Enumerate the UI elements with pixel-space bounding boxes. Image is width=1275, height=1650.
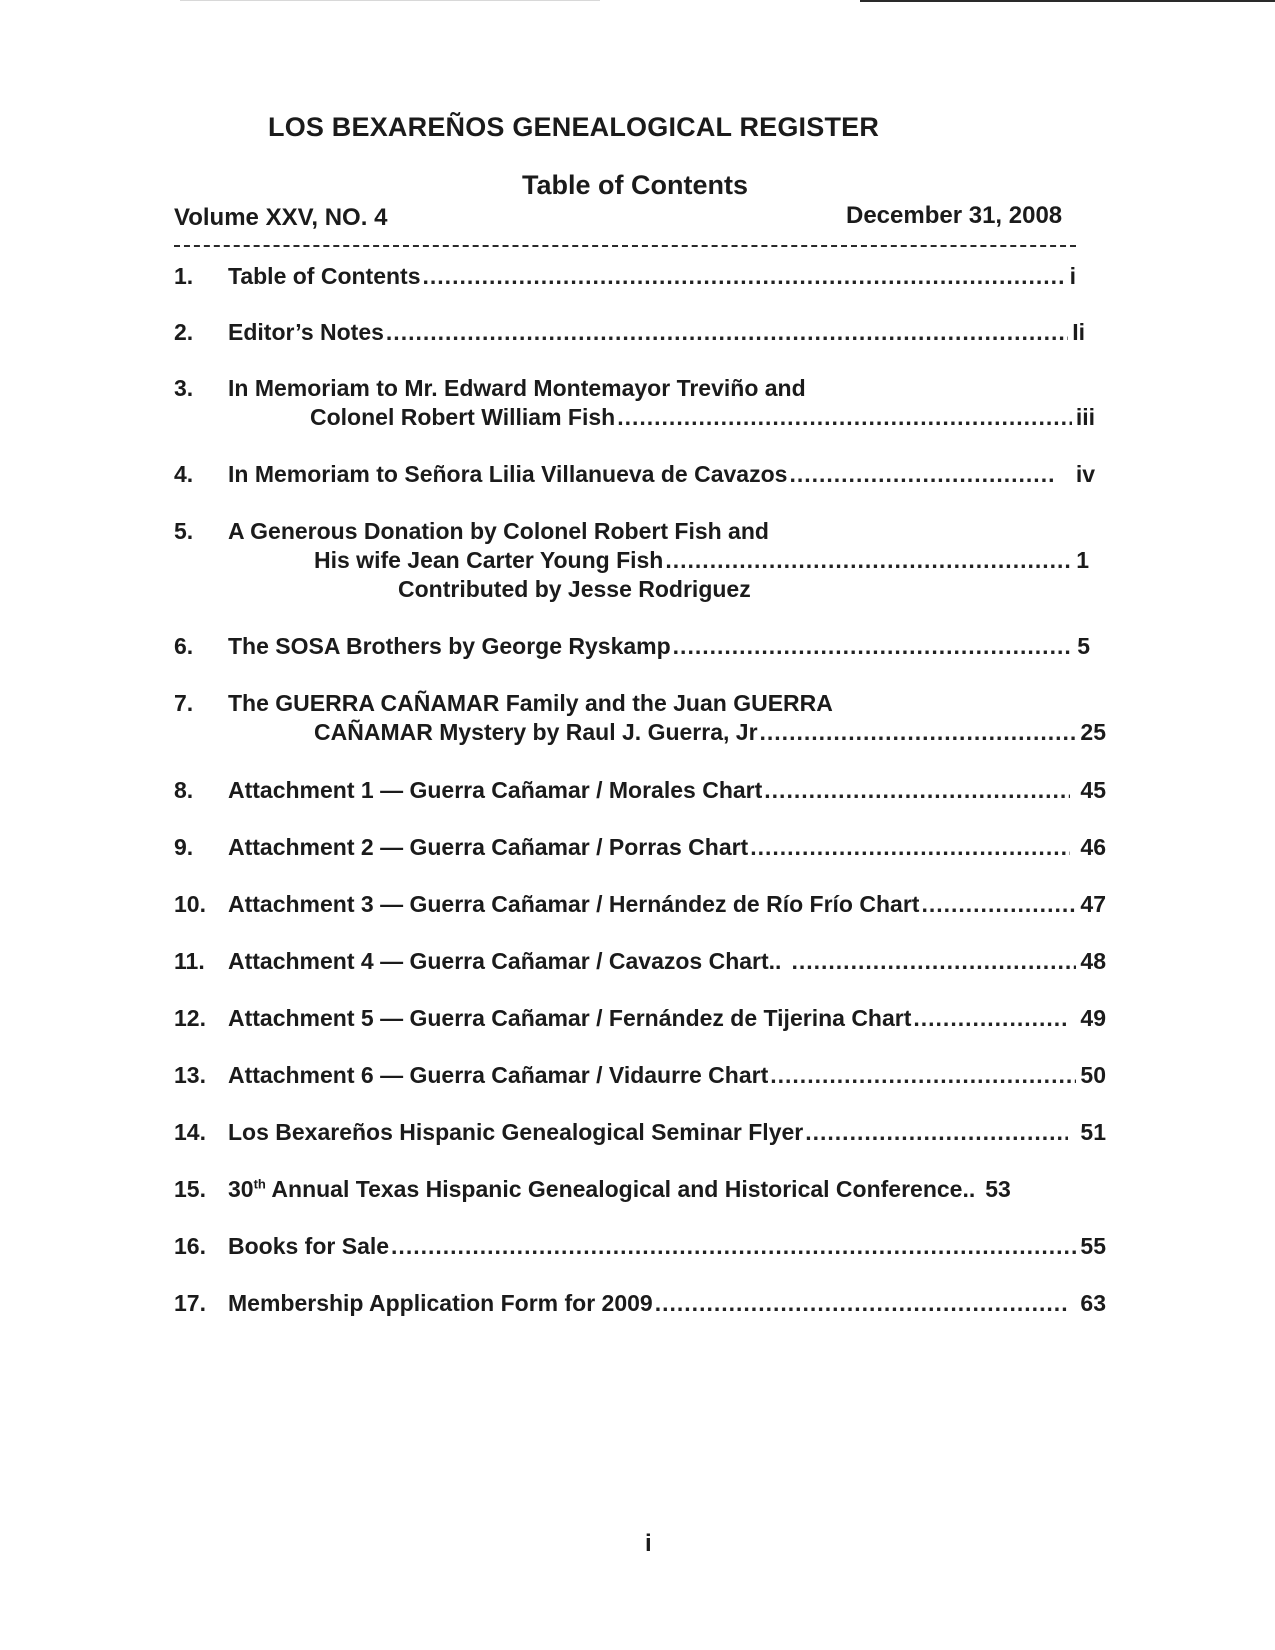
entry-title: Attachment 4 — Guerra Cañamar / Cavazos Chart.. bbox=[228, 948, 782, 974]
dot-leader bbox=[770, 1061, 1076, 1089]
ordinal-suffix: th bbox=[253, 1176, 266, 1192]
dot-leader bbox=[913, 1004, 1070, 1032]
dot-leader bbox=[750, 833, 1070, 861]
entry-page: 46 bbox=[1080, 834, 1106, 860]
entry-number: 8. bbox=[174, 777, 194, 803]
dot-leader bbox=[760, 718, 1077, 746]
entry-page: Ii bbox=[1072, 319, 1085, 345]
document-title: LOS BEXAREÑOS GENEALOGICAL REGISTER bbox=[268, 112, 880, 142]
entry-title-line1: The GUERRA CAÑAMAR Family and the Juan GUERRA bbox=[228, 690, 833, 716]
entry-line bbox=[228, 776, 1106, 804]
entry-line bbox=[228, 1175, 1106, 1203]
entry-title: In Memoriam to Señora Lilia Villanueva de Cavazos bbox=[228, 461, 788, 487]
entry-number: 2. bbox=[174, 319, 194, 345]
ordinal-number: 30 bbox=[228, 1176, 254, 1202]
entry-title-rest: Annual Texas Hispanic Genealogical and Historical Conference.. bbox=[265, 1176, 976, 1202]
entry-title: Editor’s Notes bbox=[228, 319, 384, 345]
entry-page: 55 bbox=[1080, 1233, 1106, 1259]
entry-contributor: Contributed by Jesse Rodriguez bbox=[398, 576, 751, 602]
entry-page: 48 bbox=[1080, 948, 1106, 974]
entry-number: 16. bbox=[174, 1233, 206, 1259]
entry-title: The SOSA Brothers by George Ryskamp bbox=[228, 633, 671, 659]
entry-line bbox=[228, 632, 1090, 660]
entry-number: 5. bbox=[174, 518, 194, 544]
page-number: i bbox=[645, 1530, 652, 1557]
dot-leader bbox=[673, 632, 1074, 660]
entry-page: 1 bbox=[1076, 547, 1089, 573]
section-heading: Table of Contents bbox=[522, 170, 748, 200]
entry-title: Table of Contents bbox=[228, 263, 421, 289]
entry-page: 51 bbox=[1080, 1119, 1106, 1145]
entry-page: i bbox=[1069, 263, 1076, 289]
dot-leader bbox=[391, 1232, 1080, 1260]
entry-page: 63 bbox=[1080, 1290, 1106, 1316]
entry-title: Membership Application Form for 2009 bbox=[228, 1290, 653, 1316]
entry-title: Attachment 5 — Guerra Cañamar / Fernández de Tijerina Chart bbox=[228, 1005, 912, 1031]
entry-line bbox=[228, 460, 1095, 488]
entry-title: Attachment 3 — Guerra Cañamar / Hernández de Río Frío Chart bbox=[228, 891, 920, 917]
dot-leader bbox=[789, 460, 1055, 488]
dot-leader bbox=[386, 318, 1068, 346]
entry-line bbox=[310, 403, 1095, 431]
entry-number: 15. bbox=[174, 1176, 206, 1202]
entry-line bbox=[314, 546, 1089, 574]
entry-page: 50 bbox=[1080, 1062, 1106, 1088]
entry-title-line1: A Generous Donation by Colonel Robert Fish and bbox=[228, 518, 769, 544]
entry-line bbox=[228, 1289, 1106, 1317]
entry-number: 12. bbox=[174, 1005, 206, 1031]
entry-line bbox=[228, 833, 1106, 861]
entry-number: 13. bbox=[174, 1062, 206, 1088]
entry-title bbox=[228, 1175, 975, 1203]
dot-leader bbox=[423, 262, 1066, 290]
dot-leader bbox=[791, 947, 1076, 975]
volume-label: Volume XXV, NO. 4 bbox=[174, 204, 388, 231]
entry-line bbox=[228, 318, 1085, 346]
entry-page: 47 bbox=[1080, 891, 1106, 917]
entry-line bbox=[228, 1118, 1106, 1146]
entry-page: iv bbox=[1075, 461, 1095, 487]
dot-leader bbox=[764, 776, 1070, 804]
entry-title: Books for Sale bbox=[228, 1233, 390, 1259]
entry-title: CAÑAMAR Mystery by Raul J. Guerra, Jr bbox=[314, 719, 758, 745]
dot-leader bbox=[665, 546, 1072, 574]
entry-number: 6. bbox=[174, 633, 194, 659]
entry-line bbox=[228, 1061, 1106, 1089]
entry-title-line1: In Memoriam to Mr. Edward Montemayor Treviño and bbox=[228, 375, 806, 401]
entry-line bbox=[228, 1004, 1106, 1032]
entry-number: 3. bbox=[174, 375, 194, 401]
dot-leader bbox=[921, 890, 1076, 918]
entry-page: 5 bbox=[1077, 633, 1090, 659]
entry-line bbox=[228, 262, 1076, 290]
dot-leader bbox=[617, 403, 1072, 431]
entry-number: 4. bbox=[174, 461, 194, 487]
entry-title: Los Bexareños Hispanic Genealogical Seminar Flyer bbox=[228, 1119, 804, 1145]
entry-line bbox=[228, 947, 1106, 975]
dot-leader bbox=[655, 1289, 1071, 1317]
entry-page: 25 bbox=[1080, 719, 1106, 745]
dot-leader bbox=[805, 1118, 1068, 1146]
entry-line bbox=[228, 890, 1106, 918]
entry-page: 45 bbox=[1080, 777, 1106, 803]
entry-number: 11. bbox=[174, 948, 205, 974]
entry-title: Attachment 6 — Guerra Cañamar / Vidaurre Chart bbox=[228, 1062, 769, 1088]
issue-date: December 31, 2008 bbox=[846, 202, 1063, 229]
entry-number: 1. bbox=[174, 263, 194, 289]
entry-line bbox=[314, 718, 1106, 746]
entry-title: Colonel Robert William Fish bbox=[310, 404, 616, 430]
entry-title: Attachment 1 — Guerra Cañamar / Morales Chart bbox=[228, 777, 763, 803]
entry-page: 53 bbox=[985, 1176, 1011, 1202]
entry-number: 7. bbox=[174, 690, 194, 716]
entry-number: 17. bbox=[174, 1290, 206, 1316]
entry-number: 9. bbox=[174, 834, 194, 860]
entry-title: His wife Jean Carter Young Fish bbox=[314, 547, 664, 573]
entry-number: 14. bbox=[174, 1119, 206, 1145]
entry-line bbox=[228, 1232, 1106, 1260]
entry-page: 49 bbox=[1080, 1005, 1106, 1031]
entry-page: iii bbox=[1075, 404, 1095, 430]
entry-title: Attachment 2 — Guerra Cañamar / Porras Chart bbox=[228, 834, 749, 860]
entry-number: 10. bbox=[174, 891, 206, 917]
